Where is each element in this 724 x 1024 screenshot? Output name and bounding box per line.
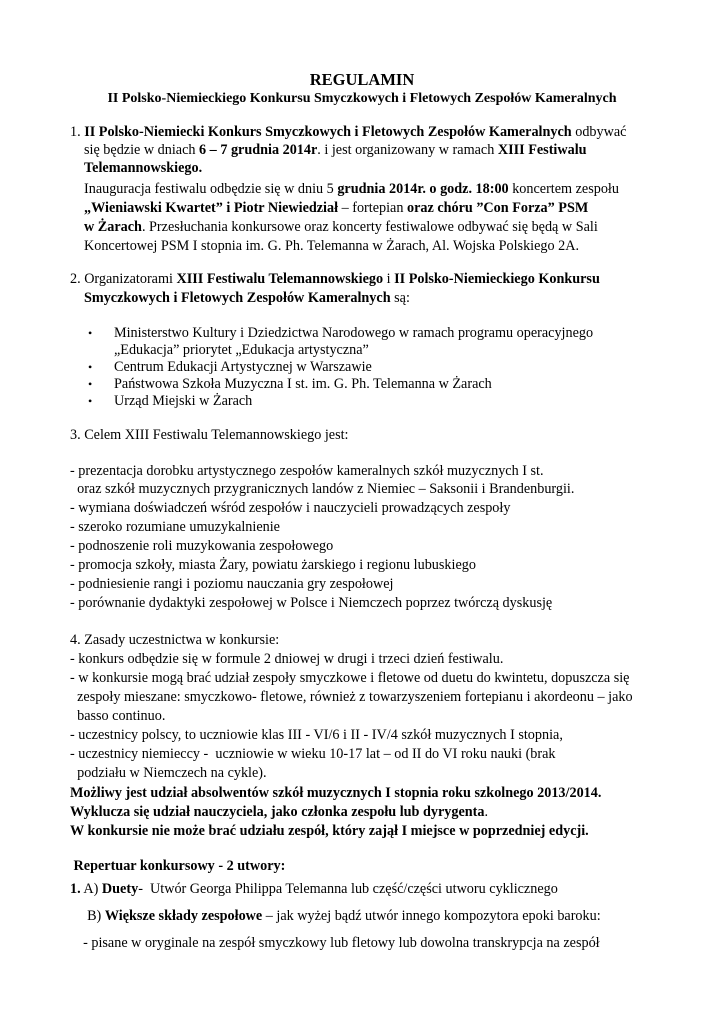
text-span: . — [484, 804, 489, 820]
rule-line-6: - uczestnicy niemieccy - uczniowie w wieku 10-17 lat – od II do VI roku nauki (brak — [70, 746, 556, 762]
bullet-marker: • — [88, 377, 93, 391]
rule-bold-2 — [70, 803, 488, 821]
text-span: się będzie w dniach — [84, 142, 200, 158]
bullet-marker: • — [88, 360, 93, 374]
text-span: - Utwór Georga Philippa Telemanna lub część/części utworu cyklicznego — [138, 881, 558, 897]
goal-line-5: - podnoszenie roli muzykowania zespołowego — [70, 538, 334, 554]
document-title: REGULAMIN — [309, 70, 415, 89]
goal-line-4: - szeroko rozumiane umuzykalnienie — [70, 519, 280, 535]
contest-name: II Polsko-Niemiecki Konkurs Smyczkowych i Fletowych Zespołów Kameralnych — [84, 124, 572, 140]
text-span: odbywać — [571, 124, 627, 140]
section-1-number: 1. — [70, 124, 85, 140]
inauguration-date: grudnia 2014r. o godz. 18:00 — [337, 181, 509, 197]
rule-line-1: - konkurs odbędzie się w formule 2 dniowej w drugi i trzeci dzień festiwalu. — [70, 651, 504, 667]
rule-line-2: - w konkursie mogą brać udział zespoły smyczkowe i fletowe od duetu do kwintetu, dopuszcza się — [70, 670, 630, 686]
festival-name: XIII Festiwalu — [497, 142, 587, 158]
section-1-line-2 — [84, 141, 587, 159]
contest-dates: 6 – 7 grudnia 2014r — [199, 142, 318, 158]
section-1-line-4 — [84, 180, 619, 198]
goal-line-3: - wymiana doświadczeń wśród zespołów i nauczycieli prowadzących zespoły — [70, 500, 511, 516]
contest-name: Smyczkowych i Fletowych Zespołów Kameralnych — [84, 290, 391, 306]
document-subtitle: II Polsko-Niemieckiego Konkursu Smyczkowych i Fletowych Zespołów Kameralnych — [107, 91, 617, 106]
text-span: koncertem zespołu — [508, 181, 619, 197]
section-3-heading: 3. Celem XIII Festiwalu Telemannowskiego jest: — [70, 427, 349, 443]
repertoire-line-2 — [80, 907, 601, 925]
text-span: są: — [390, 290, 410, 306]
rule-line-3: zespoły mieszane: smyczkowo- fletowe, również z towarzyszeniem fortepianu i akordeonu – jako — [70, 689, 633, 705]
text-span: A) — [80, 881, 102, 897]
rule-bold-3: W konkursie nie może brać udziału zespół, który zajął I miejsce w poprzedniej edycji. — [70, 823, 589, 839]
section-1-line-5 — [84, 199, 588, 217]
section-2-line-2 — [84, 289, 410, 307]
performers: „Wieniawski Kwartet” i Piotr Niewiedział — [84, 200, 339, 216]
rule-line-7: podziału w Niemczech na cykle). — [70, 765, 267, 781]
rule-line-5: - uczestnicy polscy, to uczniowie klas III - VI/6 i II - IV/4 szkół muzycznych I stopnia, — [70, 727, 563, 743]
goal-line-2: oraz szkół muzycznych przygranicznych landów z Niemiec – Saksonii i Brandenburgii. — [70, 481, 575, 497]
organizer-item-1: Ministerstwo Kultury i Dziedzictwa Narodowego w ramach programu operacyjnego — [114, 325, 594, 341]
larger-ensembles-label: Większe składy zespołowe — [104, 908, 263, 924]
section-2-line-1 — [70, 270, 600, 288]
repertoire-heading: Repertuar konkursowy - 2 utwory: — [70, 858, 286, 874]
goal-line-7: - podniesienie rangi i poziomu nauczania gry zespołowej — [70, 576, 394, 592]
goal-line-6: - promocja szkoły, miasta Żary, powiatu żarskiego i regionu lubuskiego — [70, 557, 476, 573]
contest-name: II Polsko-Niemieckiego Konkursu — [394, 271, 600, 287]
bullet-marker: • — [88, 394, 93, 408]
text-span: Wyklucza się udział nauczyciela, jako członka zespołu lub dyrygenta — [70, 804, 485, 820]
text-span: Inauguracja festiwalu odbędzie się w dniu 5 — [84, 181, 338, 197]
goal-line-8: - porównanie dydaktyki zespołowej w Polsce i Niemczech poprzez twórczą dyskusję — [70, 595, 553, 611]
goal-line-1: - prezentacja dorobku artystycznego zespołów kameralnych szkół muzycznych I st. — [70, 463, 544, 479]
section-4-heading: 4. Zasady uczestnictwa w konkursie: — [70, 632, 280, 648]
organizer-item-4: Urząd Miejski w Żarach — [114, 393, 253, 409]
rule-line-4: basso continuo. — [70, 708, 166, 724]
repertoire-line-3: - pisane w oryginale na zespół smyczkowy lub fletowy lub dowolna transkrypcja na zespół — [76, 935, 600, 951]
bullet-marker: • — [88, 326, 93, 340]
organizer-item-1-cont: „Edukacja” priorytet „Edukacja artystyczna” — [114, 342, 369, 358]
section-1-line-3: Telemannowskiego. — [84, 160, 203, 176]
section-1-line-1 — [70, 123, 626, 141]
text-span: . i jest organizowany w ramach — [317, 142, 498, 158]
text-span: 1. — [70, 881, 81, 897]
section-1-line-7: Koncertowej PSM I stopnia im. G. Ph. Telemanna w Żarach, Al. Wojska Polskiego 2A. — [84, 238, 580, 254]
festival-name: XIII Festiwalu Telemannowskiego — [176, 271, 384, 287]
rule-bold-1: Możliwy jest udział absolwentów szkół muzycznych I stopnia roku szkolnego 2013/2014. — [70, 785, 602, 801]
section-1-line-6 — [84, 218, 598, 236]
text-span: B) — [80, 908, 105, 924]
text-span: i — [383, 271, 395, 287]
repertoire-line-1 — [70, 880, 558, 898]
organizer-item-3: Państwowa Szkoła Muzyczna I st. im. G. Ph. Telemanna w Żarach — [114, 376, 492, 392]
text-span: – fortepian — [338, 200, 407, 216]
city-name: w Żarach — [84, 219, 142, 235]
organizer-item-2: Centrum Edukacji Artystycznej w Warszawie — [114, 359, 372, 375]
text-span: – jak wyżej bądź utwór innego kompozytora epoki baroku: — [262, 908, 601, 924]
choir-name: oraz chóru ”Con Forza” PSM — [406, 200, 589, 216]
duets-label: Duety — [101, 881, 139, 897]
text-span: 2. Organizatorami — [70, 271, 177, 287]
text-span: . Przesłuchania konkursowe oraz koncerty festiwalowe odbywać się będą w Sali — [141, 219, 598, 235]
